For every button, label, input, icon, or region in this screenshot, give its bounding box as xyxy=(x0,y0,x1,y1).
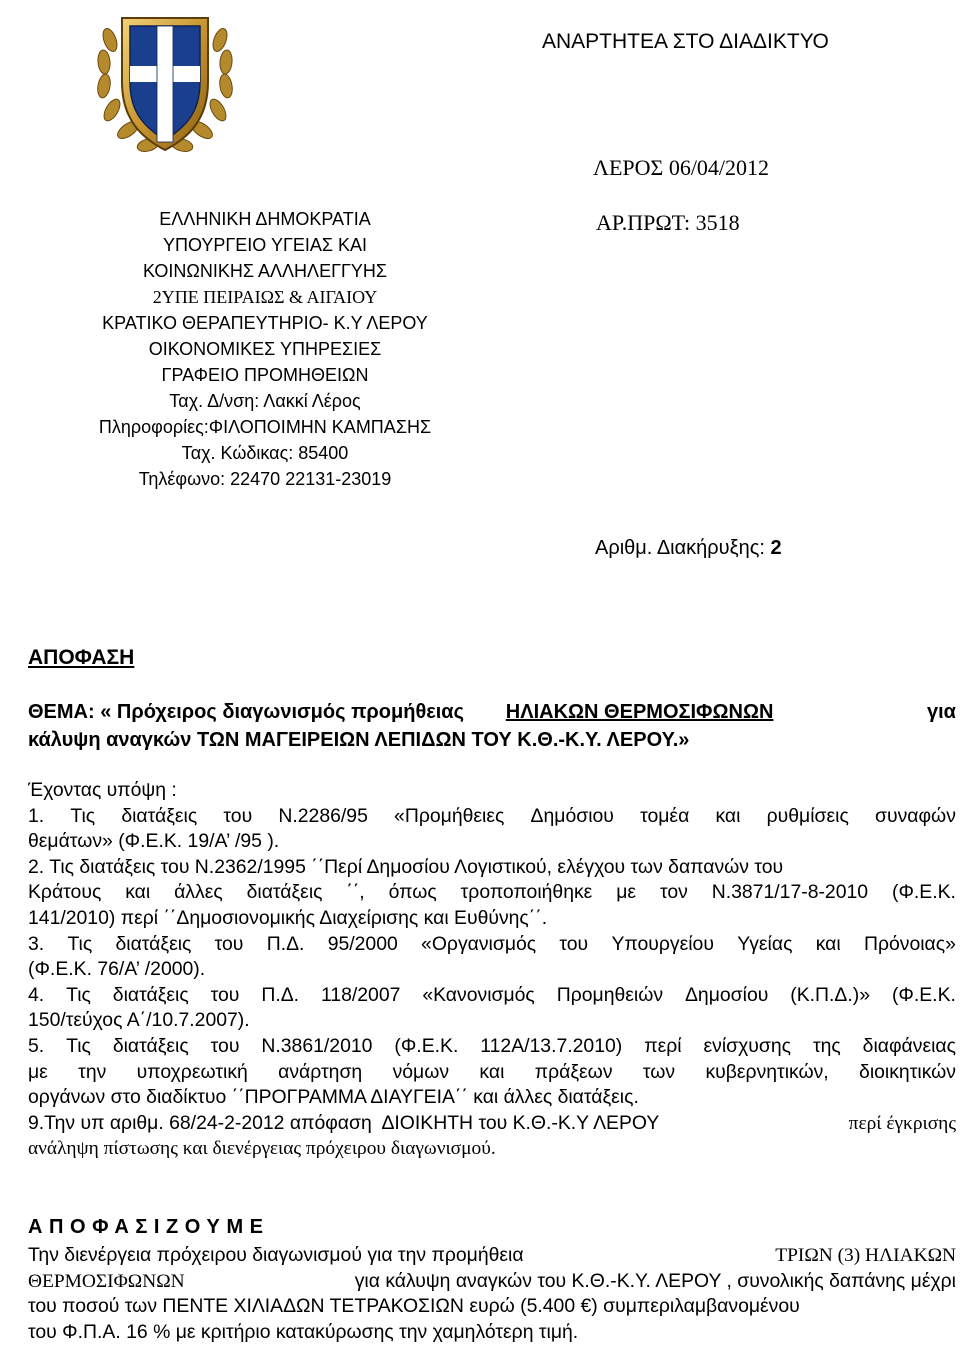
decision-line-2-text: για κάλυψη αναγκών του Κ.Θ.-Κ.Υ. ΛΕΡΟΥ , συνολικής δαπάνης μέχρι xyxy=(354,1269,956,1292)
body-word: του xyxy=(210,1034,240,1057)
body-word: 5. xyxy=(28,1034,45,1057)
body-word: Π.Δ. xyxy=(261,983,300,1006)
body-word: και xyxy=(125,881,151,904)
body-word: τροποποιήθηκε xyxy=(460,881,593,904)
considering-label: Έχοντας υπόψη : xyxy=(28,779,177,801)
notice-number-label: Αριθμ. Διακήρυξης: xyxy=(595,537,765,559)
body-word: πράξεων xyxy=(534,1060,613,1083)
body-word: (Φ.Ε.Κ. xyxy=(891,881,956,904)
decision-line-3: του ποσού των ΠΕΝΤΕ ΧΙΛΙΑΔΩΝ ΤΕΤΡΑΚΟΣΙΩΝ ευρώ (5.400 €) συμπεριλαμβανομένου xyxy=(28,1295,800,1318)
body-word: διατάξεις xyxy=(115,932,192,955)
body-word: της xyxy=(812,1034,841,1057)
body-word: Ν.2286/95 xyxy=(278,804,368,827)
body-word: νόμων xyxy=(392,1060,450,1083)
body-word: την xyxy=(78,1060,107,1083)
issuer-line: 2ΥΠΕ ΠΕΙΡΑΙΩΣ & ΑΙΓΑΙΟΥ xyxy=(152,287,378,307)
body-line: (Φ.Ε.Κ. 76/Α’ /2000). xyxy=(28,958,206,981)
body-word: 118/2007 xyxy=(320,983,401,1006)
body-line xyxy=(28,983,956,1009)
issuer-line: ΓΡΑΦΕΙΟ ΠΡΟΜΗΘΕΙΩΝ xyxy=(161,365,369,385)
body-word: Τις xyxy=(70,804,96,827)
body-word: του xyxy=(559,932,589,955)
body-word: Πρόνοιας» xyxy=(863,932,956,955)
issuer-line: Τηλέφωνο: 22470 22131-23019 xyxy=(138,469,392,489)
body-word: του xyxy=(214,932,244,955)
body-word: ΄΄, xyxy=(346,881,365,904)
body-word: με xyxy=(28,1060,48,1083)
body-word: διατάξεις xyxy=(112,1034,189,1057)
item-9-text: 9.Την υπ αριθμ. 68/24-2-2012 απόφαση ΔΙΟΙΚΗΤΗ του Κ.Θ.-Κ.Υ ΛΕΡΟΥ xyxy=(28,1111,660,1134)
body-word: διατάξεις xyxy=(112,983,189,1006)
body-word: και xyxy=(815,932,841,955)
body-word: 95/2000 xyxy=(327,932,398,955)
body-word: 112Α/13.7.2010) xyxy=(480,1034,623,1057)
body-line: θεμάτων» (Φ.Ε.Κ. 19/Α’ /95 ). xyxy=(28,830,280,853)
decision-line-2-serif: ΘΕΡΜΟΣΙΦΩΝΩΝ xyxy=(28,1270,185,1292)
body-word: διαφάνειας xyxy=(862,1034,956,1057)
issuer-block xyxy=(50,206,480,492)
decision-heading: Α Π Ο Φ Α Σ Ι Ζ Ο Υ Μ Ε xyxy=(28,1216,264,1238)
body-word: συναφών xyxy=(875,804,956,827)
body-word: Τις xyxy=(66,983,91,1006)
issuer-line: ΥΠΟΥΡΓΕΙΟ ΥΓΕΙΑΣ ΚΑΙ xyxy=(162,235,368,255)
body-word: και xyxy=(479,1060,505,1083)
body-word: Ν.3871/17-8-2010 xyxy=(711,881,869,904)
body-word: Υγείας xyxy=(737,932,793,955)
body-line xyxy=(28,880,956,906)
body-word: όπως xyxy=(388,881,437,904)
decision-title: ΑΠΟΦΑΣΗ xyxy=(28,646,135,669)
protocol-number: ΑΡ.ΠΡΩΤ: 3518 xyxy=(596,210,740,235)
body-line: 141/2010) περί ΄΄Δημοσιονομικής Διαχείρισης και Ευθύνης΄΄. xyxy=(28,906,548,929)
body-word: υποχρεωτική xyxy=(136,1060,248,1083)
body-word: του xyxy=(210,983,240,1006)
body-line xyxy=(28,1034,956,1060)
decision-line-4: του Φ.Π.Α. 16 % με κριτήριο κατακύρωσης την χαμηλότερη τιμή. xyxy=(28,1320,579,1343)
coat-of-arms-emblem xyxy=(92,0,238,165)
decision-line-1 xyxy=(28,1243,956,1269)
decision-line-2 xyxy=(28,1269,956,1295)
item-9-line xyxy=(28,1111,956,1137)
issuer-line: Ταχ. Δ/νση: Λακκί Λέρος xyxy=(169,391,361,411)
subject-suffix: για xyxy=(927,701,956,723)
subject-underlined: ΗΛΙΑΚΩΝ ΘΕΡΜΟΣΙΦΩΝΩΝ xyxy=(505,701,774,723)
body-word: (Φ.Ε.Κ. xyxy=(394,1034,459,1057)
decision-text xyxy=(28,1243,956,1345)
decision-line-1-serif: ΤΡΙΩΝ (3) ΗΛΙΑΚΩΝ xyxy=(775,1245,956,1266)
issuer-line: ΚΟΙΝΩΝΙΚΗΣ ΑΛΛΗΛΕΓΓΥΗΣ xyxy=(142,261,388,281)
body-lines xyxy=(28,804,956,1111)
issuer-line: ΚΡΑΤΙΚΟ ΘΕΡΑΠΕΥΤΗΡΙΟ- Κ.Υ ΛΕΡΟΥ xyxy=(102,313,428,333)
body-word: και xyxy=(715,804,741,827)
body-word: (Κ.Π.Δ.)» xyxy=(790,983,871,1006)
body-word: περί xyxy=(644,1034,682,1057)
body-line: 150/τεύχος Α΄/10.7.2007). xyxy=(28,1009,250,1032)
body-line xyxy=(28,1060,956,1086)
body-word: 4. xyxy=(28,983,45,1006)
body-word: ανάρτηση xyxy=(278,1060,363,1083)
body-word: Τις xyxy=(67,932,93,955)
issuer-line: ΕΛΛΗΝΙΚΗ ΔΗΜΟΚΡΑΤΙΑ xyxy=(159,209,371,229)
body-word: 1. xyxy=(28,804,45,827)
body-text xyxy=(28,778,956,1162)
body-word: του xyxy=(223,804,253,827)
notice-number xyxy=(595,537,782,560)
publish-online-note: ΑΝΑΡΤΗΤΕΑ ΣΤΟ ΔΙΑΔΙΚΤΥΟ xyxy=(542,30,829,53)
body-word: ενίσχυσης xyxy=(703,1034,791,1057)
body-line: 2. Τις διατάξεις του Ν.2362/1995 ΄΄Περί Δημοσίου Λογιστικού, ελέγχου των δαπανών του xyxy=(28,855,784,878)
item-9-line-2: ανάληψη πίστωσης και διενέργειας πρόχειρου διαγωνισμού. xyxy=(28,1138,496,1160)
subject-prefix: ΘΕΜΑ: « Πρόχειρος διαγωνισμός προμήθειας xyxy=(28,701,464,723)
issuer-line: ΟΙΚΟΝΟΜΙΚΕΣ ΥΠΗΡΕΣΙΕΣ xyxy=(148,339,382,359)
body-word: «Προμήθειες xyxy=(394,804,505,827)
body-word: τομέα xyxy=(640,804,690,827)
body-word: ρυθμίσεις xyxy=(766,804,849,827)
body-word: 3. xyxy=(28,932,45,955)
body-word: (Φ.Ε.Κ. xyxy=(891,983,956,1006)
decision-line-1-text: Την διενέργεια πρόχειρου διαγωνισμού για την προμήθεια xyxy=(28,1244,524,1266)
body-word: διατάξεις xyxy=(246,881,323,904)
issuer-line: Ταχ. Κώδικας: 85400 xyxy=(181,443,349,463)
greek-emblem-icon xyxy=(92,0,238,165)
body-word: Τις xyxy=(66,1034,91,1057)
body-line xyxy=(28,804,956,830)
body-word: Ν.3861/2010 xyxy=(261,1034,373,1057)
body-word: «Κανονισμός xyxy=(422,983,535,1006)
body-word: άλλες xyxy=(174,881,223,904)
body-word: διατάξεις xyxy=(121,804,198,827)
body-word: Υπουργείου xyxy=(611,932,714,955)
body-word: κυβερνητικών, xyxy=(705,1060,829,1083)
body-word: τον xyxy=(659,881,688,904)
body-word: διοικητικών xyxy=(859,1060,956,1083)
body-word: με xyxy=(616,881,637,904)
body-word: Δημοσίου xyxy=(684,983,769,1006)
issuer-line: Πληροφορίες:ΦΙΛΟΠΟΙΜΗΝ ΚΑΜΠΑΣΗΣ xyxy=(98,417,432,437)
body-word: Προμηθειών xyxy=(556,983,664,1006)
body-word: Κράτους xyxy=(28,881,102,904)
item-9-serif-tail: περί έγκρισης xyxy=(848,1112,956,1134)
place-and-date: ΛΕΡΟΣ 06/04/2012 xyxy=(593,155,770,180)
subject-block xyxy=(28,698,956,754)
body-line xyxy=(28,932,956,958)
body-line: οργάνων στο διαδίκτυο ΄΄ΠΡΟΓΡΑΜΜΑ ΔΙΑΥΓΕΙΑ΄΄ και άλλες διατάξεις. xyxy=(28,1086,639,1109)
notice-number-value: 2 xyxy=(770,537,782,559)
body-word: των xyxy=(642,1060,676,1083)
body-word: Δημόσιου xyxy=(530,804,614,827)
subject-line-2: κάλυψη αναγκών ΤΩΝ ΜΑΓΕΙΡΕΙΩΝ ΛΕΠΙΔΩΝ ΤΟΥ Κ.Θ.-Κ.Υ. ΛΕΡΟΥ.» xyxy=(28,729,690,751)
body-word: «Οργανισμός xyxy=(421,932,537,955)
body-word: Π.Δ. xyxy=(266,932,305,955)
